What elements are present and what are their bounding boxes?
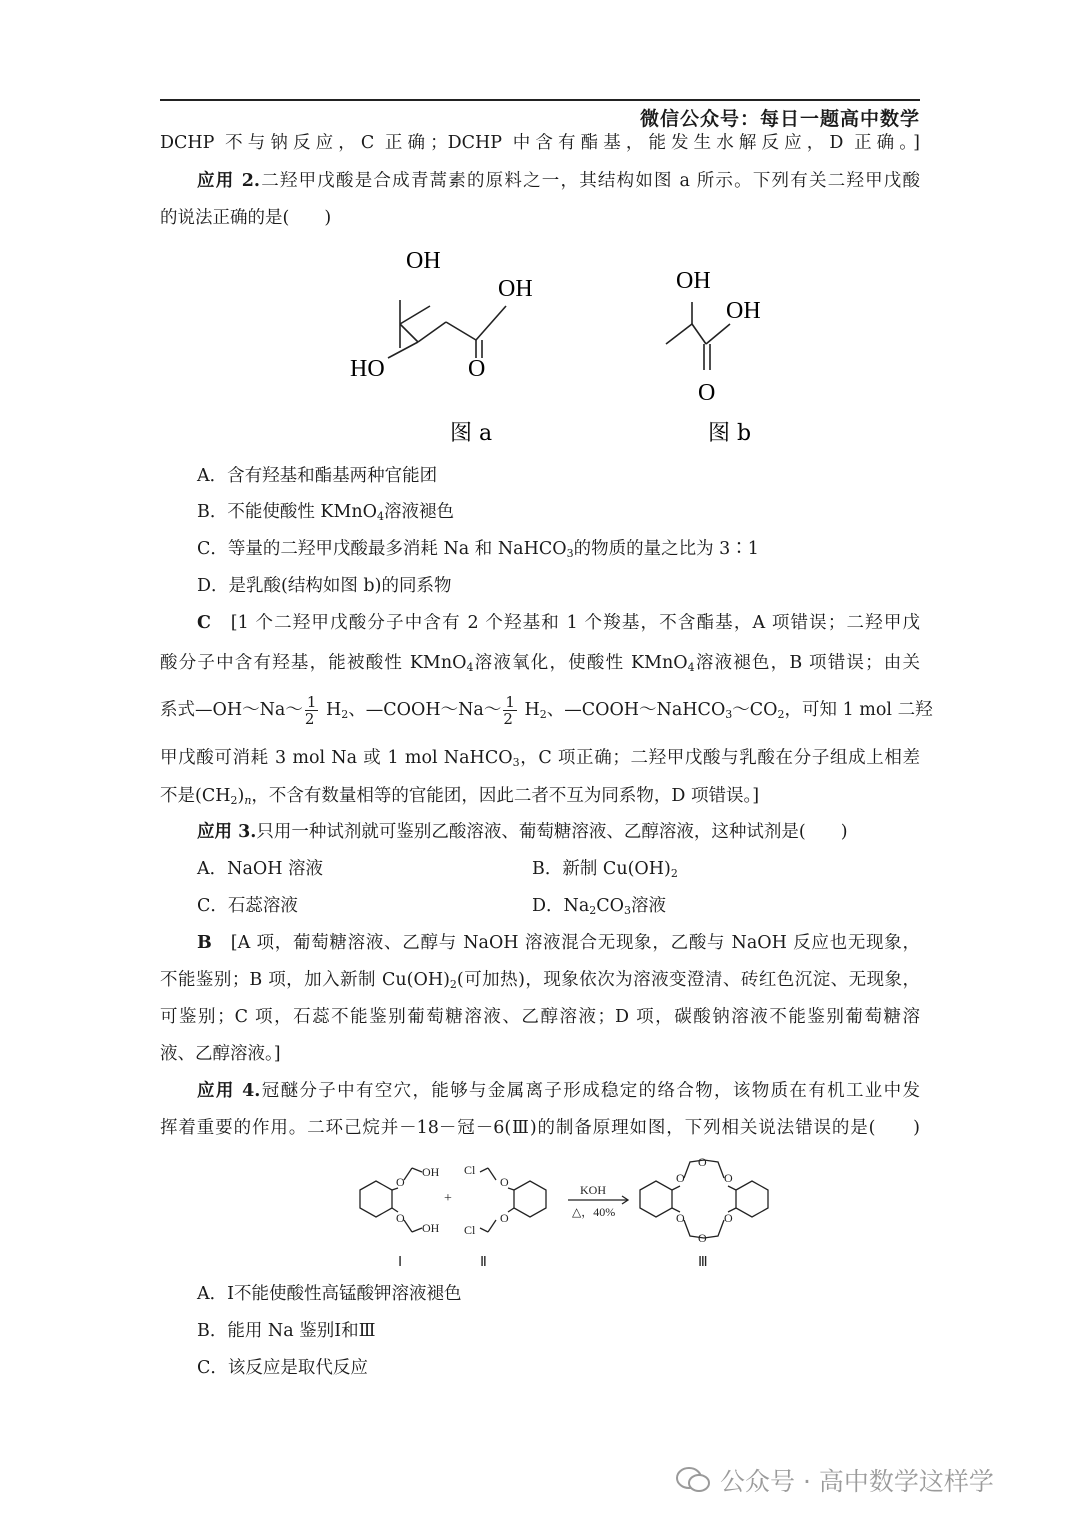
bond <box>706 324 730 344</box>
atom-o: O <box>500 1175 509 1189</box>
bond <box>388 342 418 358</box>
reaction-scheme <box>340 1150 780 1275</box>
wechat-icon <box>676 1466 710 1494</box>
atom-cl: Cl <box>464 1163 476 1177</box>
label-I: Ⅰ <box>398 1255 403 1270</box>
q2-option-a: A．含有羟基和酯基两种官能团 <box>197 466 438 486</box>
label-II: Ⅱ <box>480 1255 487 1270</box>
bond <box>692 324 706 344</box>
label-o: O <box>468 356 486 382</box>
q3-option-c: C．石蕊溶液 <box>197 896 298 916</box>
label-oh: OH <box>498 276 533 302</box>
bond <box>412 1228 422 1232</box>
q2-answer-cont: 甲戊酸可消耗 3 mol Na 或 1 mol NaHCO$_3$，C 项正确；二羟甲戊酸与乳酸在分子组成上相差 <box>160 748 921 769</box>
atom-o: O <box>396 1175 405 1189</box>
q2-answer-cont: 不是$(CH_2)_n$，不含有数量相等的官能团，因此二者不互为同系物，D 项错误。] <box>160 786 760 807</box>
header-rule <box>160 99 920 101</box>
bond <box>404 1168 412 1180</box>
q2-option-c: C．等量的二羟甲戊酸最多消耗 Na 和 NaHCO$_3$的物质的量之比为 3∶1 <box>197 539 759 560</box>
bond <box>480 1228 488 1232</box>
label-oh: OH <box>406 248 441 274</box>
bond <box>728 1186 736 1190</box>
atom-o: O <box>396 1211 405 1225</box>
group-oh: OH <box>422 1221 440 1235</box>
question-3: 应用 3.只用一种试剂就可鉴别乙酸溶液、葡萄糖溶液、乙醇溶液，这种试剂是( ) <box>197 822 848 842</box>
bond <box>400 324 418 342</box>
atom-cl: Cl <box>464 1223 476 1237</box>
group-oh: OH <box>422 1165 440 1179</box>
q4-option-a: A．Ⅰ不能使酸性高锰酸钾溶液褪色 <box>197 1284 462 1304</box>
atom-o: O <box>500 1211 509 1225</box>
q3-answer-cont: 液、乙醇溶液。] <box>160 1044 281 1064</box>
bond <box>666 324 692 344</box>
q3-answer-cont: 不能鉴别；B 项，加入新制 $Cu(OH)_2$(可加热)，现象依次为溶液变澄清、砖红色沉淀、无现象， <box>160 970 920 991</box>
question-2: 应用 2.二羟甲戊酸是合成青蒿素的原料之一，其结构如图 a 所示。下列有关二羟甲戊酸 <box>197 171 920 191</box>
q2-answer-cont: 系式—OH～Na～ $\frac{1}{2}$ $H_2$、—COOH～Na～ $\frac{1}{2}$ $H_2$、$—COOH\sim NaHCO_3\sim CO_2$，可知 1 mol 二羟 <box>160 693 933 728</box>
ring <box>360 1181 392 1217</box>
atom-o: O <box>676 1211 685 1225</box>
atom-o: O <box>724 1171 733 1185</box>
bond <box>418 322 446 342</box>
bond <box>404 1220 412 1232</box>
q2-answer: C [1 个二羟甲戊酸分子中含有 2 个羟基和 1 个羧基，不含酯基，A 项错误；二羟甲戊 <box>197 613 920 633</box>
label-oh: OH <box>726 298 761 324</box>
text-line: DCHP 不与钠反应，C 正确；DCHP 中含有酯基，能发生水解反应，D 正确。] <box>160 133 920 153</box>
q4-option-b: B．能用 Na 鉴别Ⅰ和Ⅲ <box>197 1321 376 1341</box>
atom-o: O <box>676 1171 685 1185</box>
q2-option-d: D．是乳酸(结构如图 b)的同系物 <box>197 576 452 596</box>
atom-o: O <box>724 1211 733 1225</box>
watermark-text: 公众号 · 高中数学这样学 <box>720 1467 994 1496</box>
bond <box>488 1168 496 1180</box>
header-text: 微信公众号：每日一题高中数学 <box>639 108 920 130</box>
label-o: O <box>698 380 716 406</box>
ring <box>514 1181 546 1217</box>
reagent: KOH <box>580 1183 606 1197</box>
bond <box>508 1208 514 1212</box>
figure-b-label: 图 b <box>708 421 752 446</box>
fraction: $\frac{1}{2}$ <box>304 693 317 728</box>
q2-answer-cont: 酸分子中含有羟基，能被酸性 KMnO$_4$溶液氧化，使酸性 KMnO$_4$溶液褪色，B 项错误；由关 <box>160 653 920 674</box>
q3-option-d: D．$Na_2CO_3$溶液 <box>532 896 667 917</box>
label-oh: OH <box>676 268 711 294</box>
question-2-cont: 的说法正确的是( ) <box>160 208 332 228</box>
structure-figures <box>330 240 820 455</box>
q3-option-b: B．新制 $Cu(OH)_2$ <box>532 859 678 880</box>
bond <box>476 306 506 340</box>
atom-o: O <box>698 1231 707 1245</box>
q4-option-c: C．该反应是取代反应 <box>197 1358 368 1378</box>
label-III: Ⅲ <box>698 1255 708 1270</box>
bond <box>480 1168 488 1172</box>
plus-sign: + <box>444 1191 452 1206</box>
question-4-cont: 挥着重要的作用。二环己烷并－18－冠－6(Ⅲ)的制备原理如图，下列相关说法错误的是( ) <box>160 1118 920 1138</box>
q3-answer-cont: 可鉴别；C 项，石蕊不能鉴别葡萄糖溶液、乙醇溶液；D 项，碳酸钠溶液不能鉴别葡萄糖溶 <box>160 1007 920 1027</box>
bond <box>412 1168 422 1172</box>
bond <box>488 1220 496 1232</box>
fraction: $\frac{1}{2}$ <box>503 693 515 728</box>
label-ho: HO <box>350 356 385 382</box>
q3-answer: B [A 项，葡萄糖溶液、乙醇与 NaOH 溶液混合无现象，乙酸与 NaOH 反应也无现象， <box>197 933 920 953</box>
ring <box>640 1181 672 1217</box>
ring <box>736 1181 768 1217</box>
q2-option-b: B．不能使酸性 KMnO$_4$溶液褪色 <box>197 502 455 523</box>
figure-a-label: 图 a <box>450 421 493 446</box>
bond <box>672 1186 680 1190</box>
question-4: 应用 4.冠醚分子中有空穴，能够与金属离子形成稳定的络合物，该物质在有机工业中发 <box>197 1081 920 1101</box>
q3-option-a: A．NaOH 溶液 <box>197 859 324 879</box>
watermark <box>676 1462 994 1498</box>
bond <box>446 322 476 340</box>
condition: △，40% <box>572 1205 616 1219</box>
bond <box>508 1188 514 1190</box>
atom-o: O <box>698 1155 707 1169</box>
bond <box>400 306 430 324</box>
